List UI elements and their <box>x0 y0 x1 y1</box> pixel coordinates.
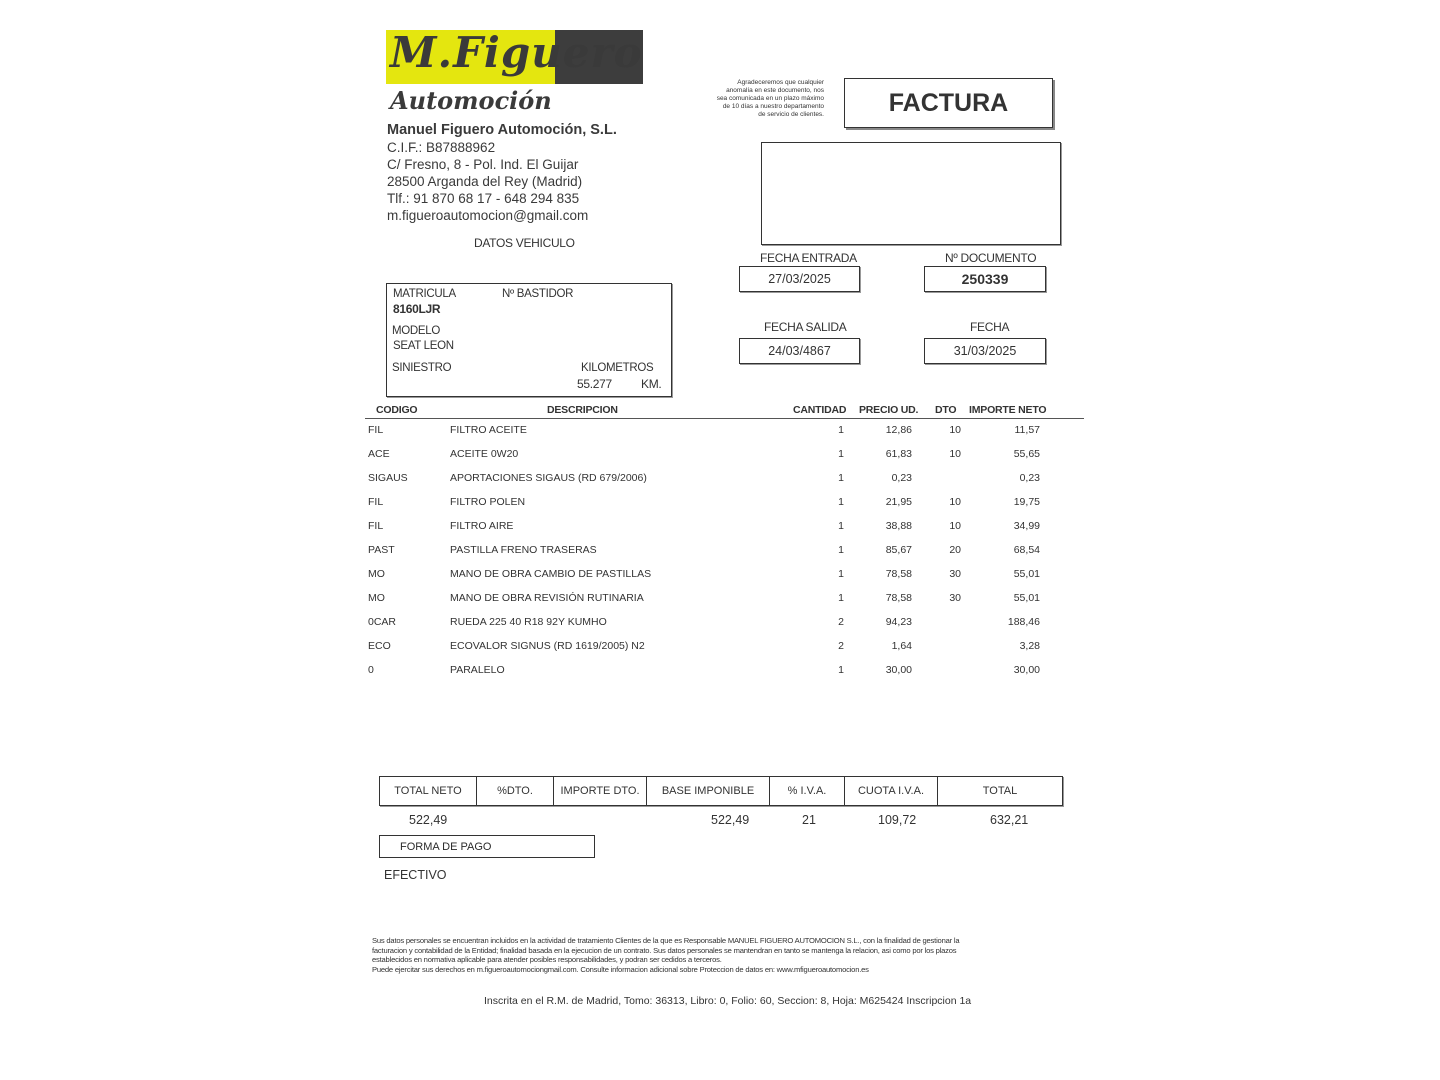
totals-header-cell: TOTAL <box>982 785 1018 797</box>
km-unit: KM. <box>641 377 662 391</box>
documento-value: 250339 <box>924 266 1046 292</box>
cell-importe: 188,46 <box>1007 616 1040 628</box>
cuota-iva-value: 109,72 <box>878 813 917 827</box>
company-phone: Tlf.: 91 870 68 17 - 648 294 835 <box>387 191 580 206</box>
cell-importe: 68,54 <box>1013 544 1040 556</box>
cell-cantidad: 1 <box>838 568 844 580</box>
cell-dto: 10 <box>949 496 961 508</box>
company-name: Manuel Figuero Automoción, S.L. <box>387 122 617 138</box>
cell-codigo: MO <box>368 568 385 580</box>
cell-dto: 10 <box>949 520 961 532</box>
company-email: m.figueroautomocion@gmail.com <box>387 208 589 223</box>
cell-dto: 10 <box>949 448 961 460</box>
cell-descripcion: FILTRO ACEITE <box>450 424 527 436</box>
cell-dto: 20 <box>949 544 961 556</box>
cell-codigo: 0 <box>368 664 374 676</box>
cell-codigo: PAST <box>368 544 395 556</box>
cell-importe: 11,57 <box>1014 424 1040 436</box>
km-label: KILOMETROS <box>581 362 654 374</box>
forma-pago-label: FORMA DE PAGO <box>379 835 595 858</box>
fecha-entrada-label: FECHA ENTRADA <box>760 251 857 265</box>
cell-descripcion: APORTACIONES SIGAUS (RD 679/2006) <box>450 472 647 484</box>
cell-descripcion: RUEDA 225 40 R18 92Y KUMHO <box>450 616 607 628</box>
header-importe: IMPORTE NETO <box>969 404 1047 416</box>
fecha-label: FECHA <box>970 320 1010 334</box>
company-street: C/ Fresno, 8 - Pol. Ind. El Guijar <box>387 157 579 172</box>
fecha-salida-value: 24/03/4867 <box>739 338 860 364</box>
table-row <box>0 568 1440 592</box>
totals-header-cell: CUOTA I.V.A. <box>845 777 938 805</box>
cell-cantidad: 1 <box>838 496 844 508</box>
cell-cantidad: 1 <box>838 472 844 484</box>
totals-header-cell: IMPORTE DTO. <box>554 777 647 805</box>
fecha-salida-label: FECHA SALIDA <box>764 320 847 334</box>
customer-address-box <box>761 142 1061 245</box>
totals-header-cell: BASE IMPONIBLE <box>647 777 770 805</box>
total-neto-value: 522,49 <box>409 813 448 827</box>
totals-header <box>379 776 1063 806</box>
header-descripcion: DESCRIPCION <box>547 404 618 416</box>
table-row <box>0 592 1440 616</box>
table-row <box>0 520 1440 544</box>
cell-descripcion: FILTRO AIRE <box>450 520 514 532</box>
cell-precio: 12,86 <box>885 424 912 436</box>
fecha-entrada-value: 27/03/2025 <box>739 266 860 292</box>
cell-precio: 78,58 <box>885 568 912 580</box>
table-row <box>0 616 1440 640</box>
forma-pago-value: EFECTIVO <box>384 868 447 882</box>
cell-codigo: FIL <box>368 496 384 508</box>
table-row <box>0 640 1440 664</box>
iva-value: 21 <box>802 813 816 827</box>
cell-precio: 78,58 <box>885 592 912 604</box>
header-precio: PRECIO UD. <box>859 404 919 416</box>
privacy-notice <box>372 936 972 974</box>
cell-codigo: ACE <box>368 448 390 460</box>
table-row <box>0 664 1440 688</box>
fecha-value: 31/03/2025 <box>924 338 1046 364</box>
cell-dto: 10 <box>949 424 961 436</box>
cell-precio: 21,95 <box>885 496 912 508</box>
cell-importe: 55,65 <box>1013 448 1040 460</box>
cell-importe: 3,28 <box>1019 640 1040 652</box>
cell-precio: 30,00 <box>885 664 912 676</box>
totals-header-cell: % I.V.A. <box>770 777 845 805</box>
header-codigo: CODIGO <box>376 404 418 416</box>
documento-label: Nº DOCUMENTO <box>945 251 1037 265</box>
cell-cantidad: 1 <box>838 544 844 556</box>
logo-subtitle: Automoción <box>390 86 552 115</box>
cell-descripcion: MANO DE OBRA CAMBIO DE PASTILLAS <box>450 568 652 580</box>
table-row <box>0 496 1440 520</box>
vehicle-section-label: DATOS VEHICULO <box>474 236 575 250</box>
table-row <box>0 544 1440 568</box>
modelo-label: MODELO <box>392 325 441 337</box>
cell-cantidad: 1 <box>838 448 844 460</box>
cell-importe: 55,01 <box>1013 592 1040 604</box>
total-value: 632,21 <box>990 813 1029 827</box>
cell-codigo: FIL <box>368 520 384 532</box>
totals-header-cell: TOTAL NETO <box>380 777 477 805</box>
cell-codigo: ECO <box>368 640 391 652</box>
table-row <box>0 448 1440 472</box>
header-dto: DTO <box>935 404 957 416</box>
cell-cantidad: 1 <box>838 664 844 676</box>
cell-codigo: MO <box>368 592 385 604</box>
cell-descripcion: ECOVALOR SIGNUS (RD 1619/2005) N2 <box>450 640 645 652</box>
cell-cantidad: 1 <box>838 424 844 436</box>
base-imponible-value: 522,49 <box>711 813 750 827</box>
table-row <box>0 424 1440 448</box>
anomaly-notice: Agradeceremos que cualquier anomalía en este documento, nos sea comunicada en un plazo máximo de 10 días a nuestro departamento de servicio de clientes. <box>716 79 824 118</box>
siniestro-label: SINIESTRO <box>392 362 452 374</box>
cell-cantidad: 2 <box>838 616 844 628</box>
cell-importe: 55,01 <box>1013 568 1040 580</box>
cell-descripcion: PARALELO <box>450 664 505 676</box>
registry-info: Inscrita en el R.M. de Madrid, Tomo: 36313, Libro: 0, Folio: 60, Seccion: 8, Hoja: M625424 Inscripcion 1a <box>484 995 972 1007</box>
privacy-line: Sus datos personales se encuentran incluidos en la actividad de tratamiento Clientes de la que es Responsable MANUEL FIGUERO AUTOMOCION S.L., con la finalidad de gestionar la <box>372 936 960 945</box>
cell-precio: 94,23 <box>885 616 912 628</box>
cell-descripcion: PASTILLA FRENO TRASERAS <box>450 544 597 556</box>
company-info <box>387 122 617 224</box>
cell-descripcion: MANO DE OBRA REVISIÓN RUTINARIA <box>450 592 644 604</box>
cell-cantidad: 1 <box>838 520 844 532</box>
privacy-line: establecidos en normativa aplicable para atender posibles responsabilidades, y podran ser cedidos a terceros. <box>372 955 722 965</box>
privacy-line: Puede ejercitar sus derechos en m.figueroautomociongmail.com. Consulte informacion adicional sobre Proteccion de datos en: www.mfigueroautomocion.es <box>372 964 869 974</box>
cell-codigo: 0CAR <box>368 616 397 628</box>
km-value: 55.277 <box>577 377 612 391</box>
company-logo <box>386 30 643 84</box>
cell-dto: 30 <box>949 592 961 604</box>
cell-importe: 30,00 <box>1013 664 1040 676</box>
document-title: FACTURA <box>844 78 1053 128</box>
privacy-line: facturacion y contabilidad de la Entidad; finalidad basada en la ejecucion de un contrato. Sus datos personales se mantendran en tanto se mantenga la relacion, asi como por los plazos <box>372 945 957 955</box>
table-row <box>0 472 1440 496</box>
modelo-value: SEAT LEON <box>393 340 454 352</box>
logo-brand: M.Figuero <box>390 28 643 77</box>
cell-descripcion: ACEITE 0W20 <box>450 448 519 460</box>
cell-precio: 1,64 <box>891 640 912 652</box>
cell-descripcion: FILTRO POLEN <box>450 496 526 508</box>
vehicle-box <box>386 283 672 397</box>
cell-cantidad: 1 <box>838 592 844 604</box>
cell-importe: 0,23 <box>1019 472 1040 484</box>
cell-cantidad: 2 <box>838 640 844 652</box>
cell-importe: 19,75 <box>1013 496 1040 508</box>
company-city: 28500 Arganda del Rey (Madrid) <box>387 174 583 189</box>
cell-importe: 34,99 <box>1013 520 1040 532</box>
cell-codigo: FIL <box>368 424 384 436</box>
bastidor-label: Nº BASTIDOR <box>502 288 574 300</box>
cell-precio: 38,88 <box>885 520 912 532</box>
cell-precio: 61,83 <box>885 448 912 460</box>
cell-dto: 30 <box>949 568 961 580</box>
matricula-label: MATRICULA <box>393 288 456 300</box>
table-divider <box>365 418 1084 419</box>
totals-header-cell: %DTO. <box>477 777 554 805</box>
company-cif: C.I.F.: B87888962 <box>387 140 496 155</box>
cell-codigo: SIGAUS <box>368 472 408 484</box>
matricula-value: 8160LJR <box>393 302 441 316</box>
cell-precio: 0,23 <box>891 472 912 484</box>
cell-precio: 85,67 <box>885 544 912 556</box>
header-cantidad: CANTIDAD <box>793 404 847 416</box>
